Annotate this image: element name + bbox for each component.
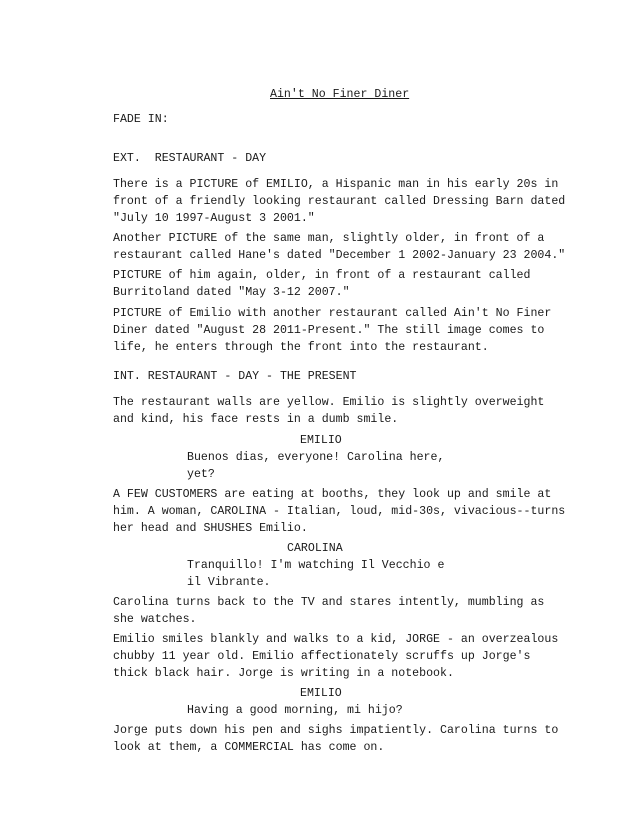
dialogue-line: Buenos dias, everyone! Carolina here, [187, 451, 445, 464]
transition: FADE IN: [113, 113, 169, 126]
action-line: thick black hair. Jorge is writing in a notebook. [113, 667, 454, 680]
action-line: she watches. [113, 613, 197, 626]
action-line: The restaurant walls are yellow. Emilio is slightly overweight [113, 396, 545, 409]
action-line: Jorge puts down his pen and sighs impatiently. Carolina turns to [113, 724, 559, 737]
action-line: A FEW CUSTOMERS are eating at booths, they look up and smile at [113, 488, 552, 501]
dialogue-line: yet? [187, 468, 215, 481]
character-name: CAROLINA [287, 542, 343, 555]
action-line: Another PICTURE of the same man, slightly older, in front of a [113, 232, 545, 245]
dialogue-line: Having a good morning, mi hijo? [187, 704, 403, 717]
scene-heading-int: INT. RESTAURANT - DAY - THE PRESENT [113, 370, 357, 383]
action-line: There is a PICTURE of EMILIO, a Hispanic man in his early 20s in [113, 178, 559, 191]
scene-heading-ext: EXT. RESTAURANT - DAY [113, 152, 267, 165]
character-name: EMILIO [300, 687, 342, 700]
action-line: chubby 11 year old. Emilio affectionately scruffs up Jorge's [113, 650, 531, 663]
dialogue-line: Tranquillo! I'm watching Il Vecchio e [187, 559, 445, 572]
action-line: front of a friendly looking restaurant called Dressing Barn dated [113, 195, 566, 208]
action-line: look at them, a COMMERCIAL has come on. [113, 741, 385, 754]
action-line: him. A woman, CAROLINA - Italian, loud, mid-30s, vivacious--turns [113, 505, 566, 518]
action-line: "July 10 1997-August 3 2001." [113, 212, 315, 225]
action-line: life, he enters through the front into the restaurant. [113, 341, 489, 354]
script-title: Ain't No Finer Diner [270, 88, 410, 101]
action-line: Emilio smiles blankly and walks to a kid, JORGE - an overzealous [113, 633, 559, 646]
dialogue-line: il Vibrante. [187, 576, 271, 589]
action-line: Burritoland dated "May 3-12 2007." [113, 286, 350, 299]
action-line: Carolina turns back to the TV and stares intently, mumbling as [113, 596, 545, 609]
action-line: PICTURE of him again, older, in front of a restaurant called [113, 269, 531, 282]
action-line: and kind, his face rests in a dumb smile. [113, 413, 399, 426]
action-line: PICTURE of Emilio with another restaurant called Ain't No Finer [113, 307, 552, 320]
action-line: Diner dated "August 28 2011-Present." The still image comes to [113, 324, 545, 337]
character-name: EMILIO [300, 434, 342, 447]
action-line: restaurant called Hane's dated "December 1 2002-January 23 2004." [113, 249, 566, 262]
action-line: her head and SHUSHES Emilio. [113, 522, 308, 535]
